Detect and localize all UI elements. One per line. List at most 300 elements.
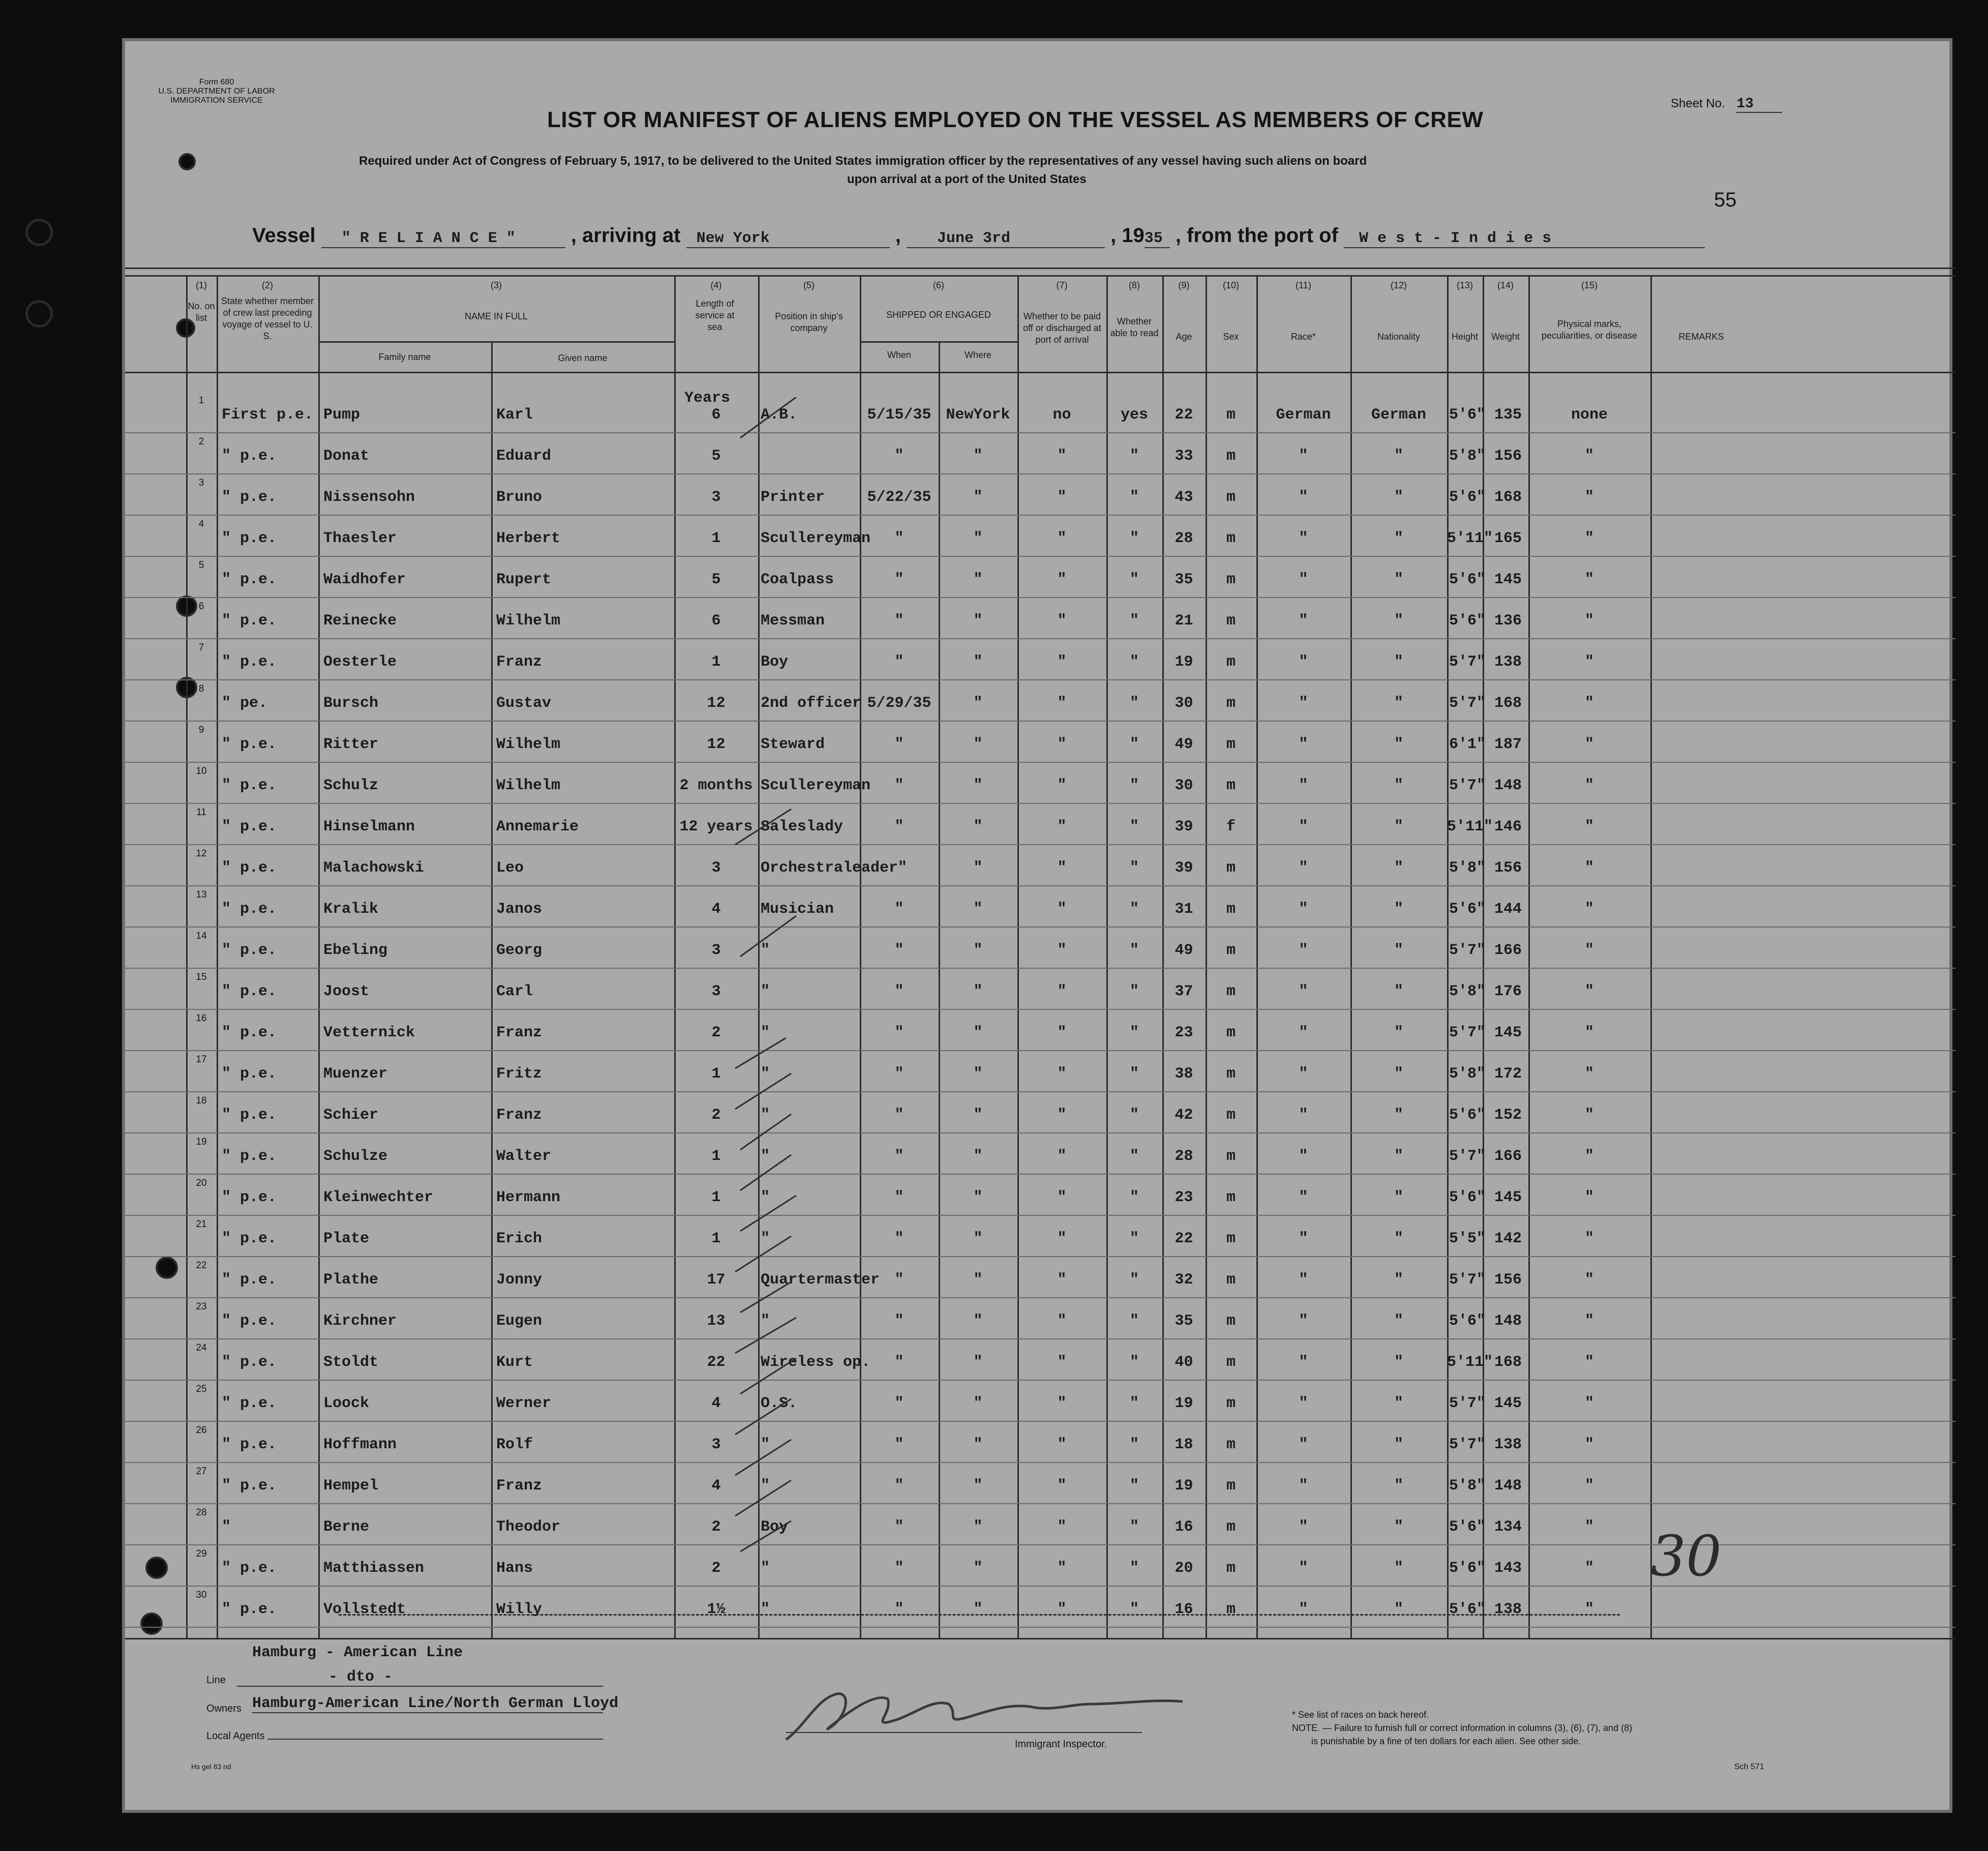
column-heading-no: No. on list [188,301,215,323]
family-name-cell: Kleinwechter [323,1189,434,1206]
service-cell: 2 months [679,777,753,794]
table-row [125,598,1955,639]
paid-off-cell: " [1057,1107,1067,1124]
paid-off-cell: " [1057,1148,1067,1165]
prev-voyage-cell: " p.e. [222,901,277,918]
family-name-cell: Pump [323,406,360,424]
race-cell: " [1299,1518,1308,1536]
physical-marks-cell: " [1584,1271,1594,1289]
shipped-where-cell: " [973,983,983,1000]
row-number: 9 [198,725,204,735]
prev-voyage-cell: " p.e. [222,818,277,835]
prev-voyage-cell: " p.e. [222,736,277,753]
family-name-cell: Kirchner [323,1312,397,1330]
paid-off-cell: " [1057,1189,1067,1206]
age-cell: 32 [1174,1271,1193,1289]
position-cell: Wireless op. [761,1354,871,1371]
height-cell: 5'6" [1449,406,1486,424]
race-cell: " [1299,1107,1308,1124]
table-row [125,1175,1955,1216]
position-cell: " [761,983,770,1000]
table-row [125,1587,1955,1628]
table-row [125,1463,1955,1504]
paid-off-cell: " [1057,736,1067,753]
height-cell: 5'6" [1449,901,1486,918]
subhead-given-name: Given name [558,353,608,363]
race-cell: " [1299,859,1308,877]
table-row [125,516,1955,557]
row-rule [125,1627,1955,1628]
table-row [125,474,1955,516]
position-cell: Steward [761,736,825,753]
weight-cell: 156 [1494,859,1522,877]
physical-marks-cell: " [1584,942,1594,959]
row-number: 16 [196,1013,207,1024]
shipped-where-cell: " [973,942,983,959]
shipped-when-cell: " [894,1024,904,1041]
service-cell: 4 [711,1477,721,1495]
check-marks [720,397,822,1618]
family-name-cell: Ritter [323,736,379,753]
able-to-read-cell: " [1129,612,1139,630]
age-cell: 49 [1174,942,1193,959]
service-cell: 1 [711,1189,721,1206]
age-cell: 49 [1174,736,1193,753]
paid-off-cell: " [1057,653,1067,671]
paid-off-cell: " [1057,818,1067,835]
able-to-read-cell: " [1129,1065,1139,1083]
able-to-read-cell: " [1129,983,1139,1000]
print-mark: Hs gel 83 nd [191,1763,231,1771]
weight-cell: 165 [1494,530,1522,547]
height-cell: 5'8" [1449,1477,1486,1495]
column-number: (1) [196,280,207,290]
prev-voyage-cell: " p.e. [222,1477,277,1495]
table-row [125,557,1955,598]
physical-marks-cell: " [1584,1477,1594,1495]
form-number: Form 680 [199,78,234,86]
family-name-cell: Nissensohn [323,489,415,506]
able-to-read-cell: " [1129,1189,1139,1206]
subhead-when: When [887,350,912,360]
shipped-where-cell: " [973,1024,983,1041]
paid-off-cell: " [1057,1354,1067,1371]
race-cell: " [1299,1560,1308,1577]
sex-cell: m [1226,983,1236,1000]
row-number: 19 [196,1137,207,1147]
column-number: (8) [1129,280,1140,290]
position-cell: Boy [761,653,789,671]
position-cell: Scullereyman [761,777,871,794]
binder-ring-mark [25,219,53,246]
given-name-cell: Walter [496,1148,552,1165]
physical-marks-cell: " [1584,1065,1594,1083]
manifest-sheet [122,38,1952,1813]
row-number: 1 [198,395,204,406]
weight-cell: 145 [1494,1395,1522,1412]
sex-cell: m [1226,1107,1236,1124]
table-row [125,1339,1955,1381]
given-name-cell: Eugen [496,1312,543,1330]
row-number: 21 [196,1219,207,1230]
table-row [125,433,1955,474]
age-cell: 33 [1174,447,1193,465]
arrival-date: June 3rd [907,230,1105,248]
row-number: 2 [198,436,204,447]
race-cell: " [1299,695,1308,712]
table-top-rule [125,275,1955,277]
row-number: 20 [196,1178,207,1188]
prev-voyage-cell: " p.e. [222,1189,277,1206]
age-cell: 23 [1174,1024,1193,1041]
shipped-where-cell: " [973,695,983,712]
service-cell: 4 [711,901,721,918]
inspector-signature [766,1684,1223,1750]
row-number: 12 [196,848,207,859]
column-heading-physical-marks: Physical marks, peculiarities, or disease [1541,319,1638,341]
age-cell: 28 [1174,1148,1193,1165]
shipped-when-cell: " [894,1477,904,1495]
table-row [125,886,1955,928]
vessel-name: " R E L I A N C E " [321,230,565,248]
service-cell: 3 [711,489,721,506]
prev-voyage-cell: " p.e. [222,653,277,671]
age-cell: 16 [1174,1601,1193,1618]
shipped-when-cell: " [894,1271,904,1289]
height-cell: 5'7" [1449,653,1486,671]
paid-off-cell: " [1057,942,1067,959]
sheet-number-block [1671,96,1782,113]
table-row [125,1298,1955,1339]
family-name-cell: Plate [323,1230,370,1247]
table-row [125,763,1955,804]
nationality-cell: " [1394,818,1403,835]
able-to-read-cell: " [1129,1230,1139,1247]
age-cell: 38 [1174,1065,1193,1083]
given-name-cell: Janos [496,901,543,918]
family-name-cell: Thaesler [323,530,397,547]
race-cell: " [1299,612,1308,630]
table-row [125,392,1955,433]
service-cell: 1 [711,1065,721,1083]
height-cell: 5'5" [1449,1230,1486,1247]
given-name-cell: Leo [496,859,524,877]
arriving-label: , arriving at [570,224,681,247]
height-cell: 5'6" [1449,571,1486,588]
column-heading-read: Whether able to read [1110,316,1159,338]
physical-marks-cell: " [1584,1436,1594,1453]
able-to-read-cell: " [1129,859,1139,877]
age-cell: 22 [1174,1230,1193,1247]
position-cell: " [761,1601,770,1618]
fine-note-2: is punishable by a fine of ten dollars for each alien. See other side. [1311,1736,1581,1746]
form-header-block [150,78,283,105]
age-cell: 42 [1174,1107,1193,1124]
row-number: 28 [196,1507,207,1518]
family-name-cell: Vetternick [323,1024,415,1041]
family-name-cell: Ebeling [323,942,388,959]
line-value: - dto - [237,1668,603,1687]
column-heading-race: Race* [1290,332,1316,342]
shipped-when-cell: " [894,942,904,959]
able-to-read-cell: " [1129,1477,1139,1495]
sex-cell: m [1226,942,1236,959]
shipped-where-cell: " [973,1230,983,1247]
prev-voyage-cell: " p.e. [222,489,277,506]
shipped-when-cell: " [894,530,904,547]
sex-cell: f [1226,818,1236,835]
position-cell: Musician [761,901,834,918]
name-subhead-rule [318,341,674,343]
subhead-family-name: Family name [378,352,431,362]
shipped-when-cell: " [894,612,904,630]
family-name-cell: Matthiassen [323,1560,425,1577]
row-number: 18 [196,1095,207,1106]
nationality-cell: " [1394,1189,1403,1206]
given-name-cell: Franz [496,1024,543,1041]
shipped-where-cell: " [973,489,983,506]
row-number: 10 [196,766,207,777]
sex-cell: m [1226,1518,1236,1536]
column-heading-nationality: Nationality [1377,332,1421,342]
able-to-read-cell: " [1129,489,1139,506]
height-cell: 5'6" [1449,1189,1486,1206]
position-cell: " [761,1024,770,1041]
physical-marks-cell: " [1584,489,1594,506]
age-cell: 30 [1174,695,1193,712]
header-bottom-rule [125,372,1955,373]
physical-marks-cell: " [1584,1312,1594,1330]
service-cell: 3 [711,983,721,1000]
given-name-cell: Hans [496,1560,533,1577]
vessel-label: Vessel [252,224,316,247]
position-cell: " [761,1436,770,1453]
weight-cell: 176 [1494,983,1522,1000]
weight-cell: 146 [1494,818,1522,835]
age-cell: 39 [1174,859,1193,877]
position-cell: Printer [761,489,825,506]
shipped-where-cell: " [973,1189,983,1206]
service-cell: 1 [711,530,721,547]
physical-marks-cell: " [1584,447,1594,465]
table-row [125,1257,1955,1298]
height-cell: 5'6" [1449,1560,1486,1577]
shipped-when-cell: " [894,1354,904,1371]
column-heading-remarks: REMARKS [1678,332,1724,342]
weight-cell: 138 [1494,653,1522,671]
row-number: 15 [196,972,207,982]
physical-marks-cell: " [1584,901,1594,918]
position-cell: Boy [761,1518,789,1536]
sex-cell: m [1226,1395,1236,1412]
family-name-cell: Bursch [323,695,379,712]
given-name-cell: Jonny [496,1271,543,1289]
arrival-year: 35 [1144,230,1170,248]
race-cell: " [1299,983,1308,1000]
row-number: 5 [198,560,204,571]
family-name-cell: Waidhofer [323,571,406,588]
prev-voyage-cell: " p.e. [222,1436,277,1453]
service-cell: 1 [711,653,721,671]
age-cell: 28 [1174,530,1193,547]
column-number: (5) [803,280,815,290]
position-cell: " [761,1312,770,1330]
height-cell: 5'8" [1449,983,1486,1000]
given-name-cell: Wilhelm [496,777,561,794]
sex-cell: m [1226,695,1236,712]
position-cell: O.S. [761,1395,798,1412]
paid-off-cell: " [1057,777,1067,794]
family-name-cell: Malachowski [323,859,425,877]
race-cell: " [1299,1271,1308,1289]
column-number: (15) [1581,280,1598,290]
paid-off-cell: " [1057,1477,1067,1495]
prev-voyage-cell: " p.e. [222,1354,277,1371]
position-cell: " [761,1477,770,1495]
prev-voyage-cell: " [222,1518,231,1536]
punch-hole [178,153,196,170]
sheet-number: 13 [1736,96,1782,113]
inspector-line [786,1732,1142,1733]
race-cell: " [1299,901,1308,918]
position-cell: " [761,1189,770,1206]
column-number: (9) [1178,280,1190,290]
weight-cell: 152 [1494,1107,1522,1124]
race-cell: " [1299,1024,1308,1041]
paid-off-cell: " [1057,1271,1067,1289]
prev-voyage-cell: " p.e. [222,1024,277,1041]
arrival-port: New York [686,230,890,248]
service-cell: 3 [711,1436,721,1453]
race-cell: " [1299,1354,1308,1371]
line-name-top: Hamburg - American Line [252,1644,463,1661]
family-name-cell: Hoffmann [323,1436,397,1453]
prev-voyage-cell: " p.e. [222,612,277,630]
position-cell: A.B. [761,406,798,424]
able-to-read-cell: " [1129,736,1139,753]
given-name-cell: Georg [496,942,543,959]
given-name-cell: Eduard [496,447,552,465]
column-heading-paid-off: Whether to be paid off or discharged at port of arrival [1023,311,1101,345]
paid-off-cell: " [1057,530,1067,547]
column-heading-prev-voyage: State whether member of crew last preceding voyage of vessel to U. S. [221,296,314,341]
sex-cell: m [1226,489,1236,506]
race-cell: " [1299,571,1308,588]
column-heading-name: NAME IN FULL [464,311,528,321]
column-number: (2) [262,280,273,290]
binder-ring-mark [25,300,53,327]
shipped-when-cell: " [894,1436,904,1453]
height-cell: 5'6" [1449,612,1486,630]
list-end-dashes [339,1614,1620,1616]
family-name-cell: Loock [323,1395,370,1412]
page-title: LIST OR MANIFEST OF ALIENS EMPLOYED ON THE VESSEL AS MEMBERS OF CREW [547,107,1484,132]
paid-off-cell: no [1052,406,1071,424]
sex-cell: m [1226,571,1236,588]
race-cell: " [1299,1436,1308,1453]
able-to-read-cell: " [1129,901,1139,918]
nationality-cell: " [1394,736,1403,753]
sex-cell: m [1226,859,1236,877]
nationality-cell: " [1394,1518,1403,1536]
position-cell: " [761,1230,770,1247]
nationality-cell: " [1394,1560,1403,1577]
given-name-cell: Carl [496,983,533,1000]
paid-off-cell: " [1057,901,1067,918]
column-heading-weight: Weight [1491,332,1520,342]
table-row [125,1422,1955,1463]
paid-off-cell: " [1057,571,1067,588]
column-number: (6) [933,280,944,290]
table-row [125,845,1955,886]
weight-cell: 148 [1494,1477,1522,1495]
race-footnote: * See list of races on back hereof. [1292,1710,1429,1720]
shipped-where-cell: " [973,1518,983,1536]
height-cell: 5'7" [1449,1024,1486,1041]
shipped-where-cell: " [973,901,983,918]
height-cell: 5'6" [1449,1518,1486,1536]
column-heading-shipped: SHIPPED OR ENGAGED [886,310,991,320]
race-cell: " [1299,1230,1308,1247]
nationality-cell: " [1394,612,1403,630]
column-number: (14) [1497,280,1514,290]
height-cell: 5'8" [1449,1065,1486,1083]
paid-off-cell: " [1057,1395,1067,1412]
nationality-cell: " [1394,859,1403,877]
weight-cell: 148 [1494,1312,1522,1330]
table-row [125,680,1955,722]
family-name-cell: Schulze [323,1148,388,1165]
line-label: Line [206,1675,226,1686]
weight-cell: 136 [1494,612,1522,630]
service-cell: 12 years [679,818,753,835]
year-prefix: , 19 [1110,224,1144,247]
weight-cell: 135 [1494,406,1522,424]
physical-marks-cell: " [1584,1354,1594,1371]
shipped-where-cell: " [973,1271,983,1289]
family-name-cell: Oesterle [323,653,397,671]
position-cell: Scullereyman [761,530,871,547]
prev-voyage-cell: " p.e. [222,777,277,794]
height-cell: 5'6" [1449,1107,1486,1124]
age-cell: 37 [1174,983,1193,1000]
position-cell: Orchestraleader" [761,859,908,877]
able-to-read-cell: " [1129,818,1139,835]
column-heading-service: Length of service at sea [695,298,735,332]
shipped-where-cell: " [973,653,983,671]
prev-voyage-cell: " p.e. [222,859,277,877]
service-cell: 2 [711,1518,721,1536]
shipped-when-cell: 5/22/35 [867,489,931,506]
service-cell: 2 [711,1560,721,1577]
age-cell: 18 [1174,1436,1193,1453]
column-number: (3) [491,280,502,290]
position-cell: Messman [761,612,825,630]
service-cell: 3 [711,942,721,959]
service-cell: 5 [711,447,721,465]
nationality-cell: " [1394,447,1403,465]
prev-voyage-cell: First p.e. [222,406,314,424]
race-cell: " [1299,1148,1308,1165]
weight-cell: 138 [1494,1601,1522,1618]
age-cell: 30 [1174,777,1193,794]
nationality-cell: " [1394,1024,1403,1041]
prev-voyage-cell: " p.e. [222,447,277,465]
shipped-where-cell: " [973,1601,983,1618]
paid-off-cell: " [1057,695,1067,712]
shipped-when-cell: " [894,1148,904,1165]
service-cell: 2 [711,1024,721,1041]
